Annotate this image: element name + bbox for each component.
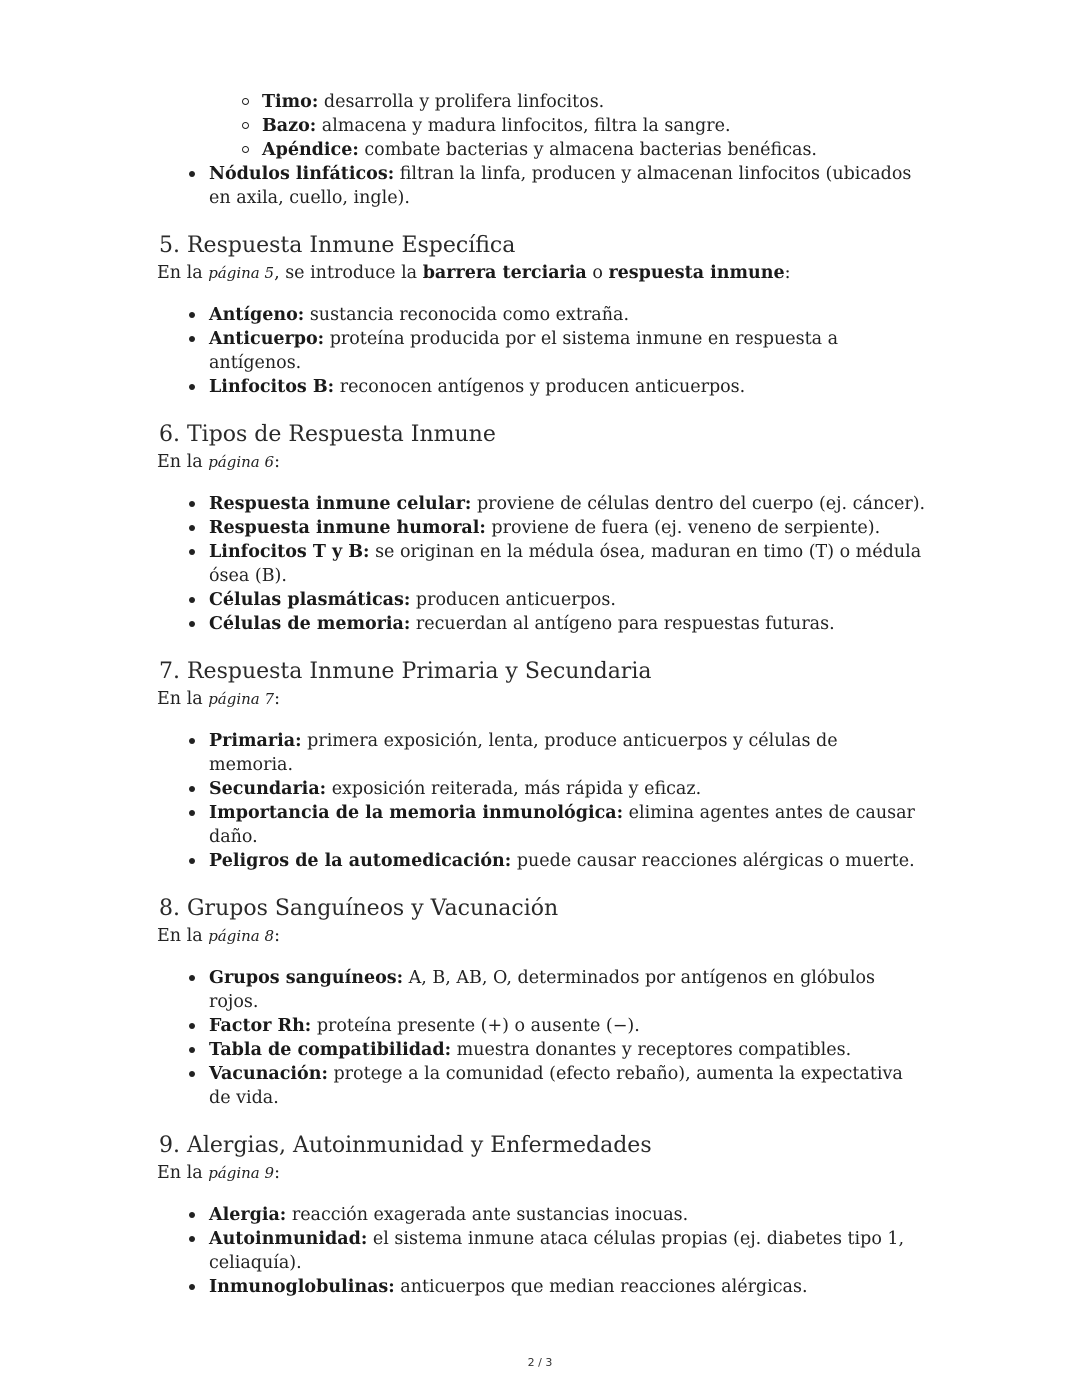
section-intro [157,450,927,474]
intro-text: : [274,452,280,472]
intro-text: En la [157,689,209,709]
list-item [157,540,927,588]
description: filtran la linfa, producen y almacenan linfocitos (ubicados en axila, cuello, ingle). [209,164,912,208]
page-reference: página 7 [208,690,275,708]
intro-text: : [274,1163,280,1183]
description: elimina agentes antes de causar daño. [209,803,915,847]
intro-text: En la [157,452,209,472]
intro-text: : [274,926,280,946]
description: primera exposición, lenta, produce anticuerpos y células de memoria. [209,731,838,775]
list-item [157,777,927,801]
intro-text: , se introduce la [274,263,423,283]
page-reference: página 6 [208,453,275,471]
term: Timo: [262,92,319,112]
list-item [157,303,927,327]
list-item [157,849,927,873]
page-reference: página 5 [208,264,275,282]
section-9 [157,1131,927,1299]
description: reconocen antígenos y producen anticuerpos. [334,377,746,397]
page-reference: página 8 [208,927,275,945]
list-item [157,90,927,114]
term: Peligros de la automedicación: [209,851,512,871]
intro-bold: barrera terciaria [422,263,587,283]
bullet-list [157,1203,927,1299]
term: Linfocitos T y B: [209,542,370,562]
description: puede causar reacciones alérgicas o muerte. [511,851,915,871]
list-item [157,516,927,540]
section-8 [157,894,927,1110]
term: Anticuerpo: [209,329,325,349]
list-item [157,114,927,138]
list-item [157,492,927,516]
list-item [157,162,927,210]
section-heading: 7. Respuesta Inmune Primaria y Secundaria [159,659,652,684]
description: recuerdan al antígeno para respuestas futuras. [410,614,835,634]
list-item [157,1227,927,1275]
page-number: 2 / 3 [527,1356,553,1369]
list-item [157,375,927,399]
term: Nódulos linfáticos: [209,164,395,184]
description: proteína presente (+) o ausente (−). [311,1016,640,1036]
description: proteína producida por el sistema inmune en respuesta a antígenos. [209,329,839,373]
intro-text: : [784,263,791,283]
sub-list-organs [157,90,927,162]
description: almacena y madura linfocitos, filtra la sangre. [316,116,731,136]
description: se originan en la médula ósea, maduran en timo (T) o médula ósea (B). [209,542,922,586]
bullet-list [157,303,927,399]
page-reference: página 9 [208,1164,275,1182]
term: Secundaria: [209,779,327,799]
list-item [157,1038,927,1062]
term: Células de memoria: [209,614,411,634]
bullet-list [157,966,927,1110]
description: producen anticuerpos. [410,590,616,610]
list-item [157,966,927,1014]
section-heading: 6. Tipos de Respuesta Inmune [159,422,496,447]
section-heading: 9. Alergias, Autoinmunidad y Enfermedades [159,1133,652,1158]
description: reacción exagerada ante sustancias inocuas. [286,1205,689,1225]
description: el sistema inmune ataca células propias (ej. diabetes tipo 1, celiaquía). [209,1229,905,1273]
description: proviene de células dentro del cuerpo (ej. cáncer). [471,494,926,514]
bullet-list [157,492,927,636]
description: proviene de fuera (ej. veneno de serpiente). [485,518,881,538]
description: A, B, AB, O, determinados por antígenos en glóbulos rojos. [209,968,876,1012]
description: anticuerpos que median reacciones alérgicas. [394,1277,808,1297]
term: Autoinmunidad: [209,1229,368,1249]
list-item [157,1203,927,1227]
intro-text: En la [157,926,209,946]
section-intro [157,687,927,711]
description: combate bacterias y almacena bacterias benéficas. [358,140,817,160]
term: Linfocitos B: [209,377,335,397]
list-item [157,612,927,636]
list-item [157,1062,927,1110]
term: Tabla de compatibilidad: [209,1040,452,1060]
section-intro [157,261,927,285]
list-item [157,1014,927,1038]
term: Inmunoglobulinas: [209,1277,395,1297]
description: sustancia reconocida como extraña. [304,305,630,325]
term: Alergia: [209,1205,287,1225]
description: exposición reiterada, más rápida y eficaz. [326,779,702,799]
list-item [157,729,927,777]
description: desarrolla y prolifera linfocitos. [318,92,605,112]
intro-text: : [274,689,280,709]
section-heading: 5. Respuesta Inmune Específica [159,233,516,258]
list-item [157,1275,927,1299]
document-content [157,90,927,1299]
intro-bold: respuesta inmune [608,263,785,283]
term: Respuesta inmune humoral: [209,518,486,538]
description: protege a la comunidad (efecto rebaño), aumenta la expectativa de vida. [209,1064,903,1108]
term: Bazo: [262,116,317,136]
list-item [157,801,927,849]
intro-text: En la [157,263,209,283]
term: Respuesta inmune celular: [209,494,472,514]
list-item [157,327,927,375]
term: Factor Rh: [209,1016,312,1036]
intro-text: o [586,263,609,283]
term: Primaria: [209,731,302,751]
list-item [157,138,927,162]
bullet-list [157,729,927,873]
section-5 [157,231,927,399]
term: Vacunación: [209,1064,328,1084]
term: Grupos sanguíneos: [209,968,404,988]
section-6 [157,420,927,636]
intro-text: En la [157,1163,209,1183]
description: muestra donantes y receptores compatibles. [451,1040,852,1060]
list-lymph-nodes [157,162,927,210]
term: Apéndice: [262,140,359,160]
term: Antígeno: [209,305,305,325]
section-intro [157,924,927,948]
section-intro [157,1161,927,1185]
section-heading: 8. Grupos Sanguíneos y Vacunación [159,896,559,921]
term: Células plasmáticas: [209,590,411,610]
section-7 [157,657,927,873]
term: Importancia de la memoria inmunológica: [209,803,624,823]
list-item [157,588,927,612]
